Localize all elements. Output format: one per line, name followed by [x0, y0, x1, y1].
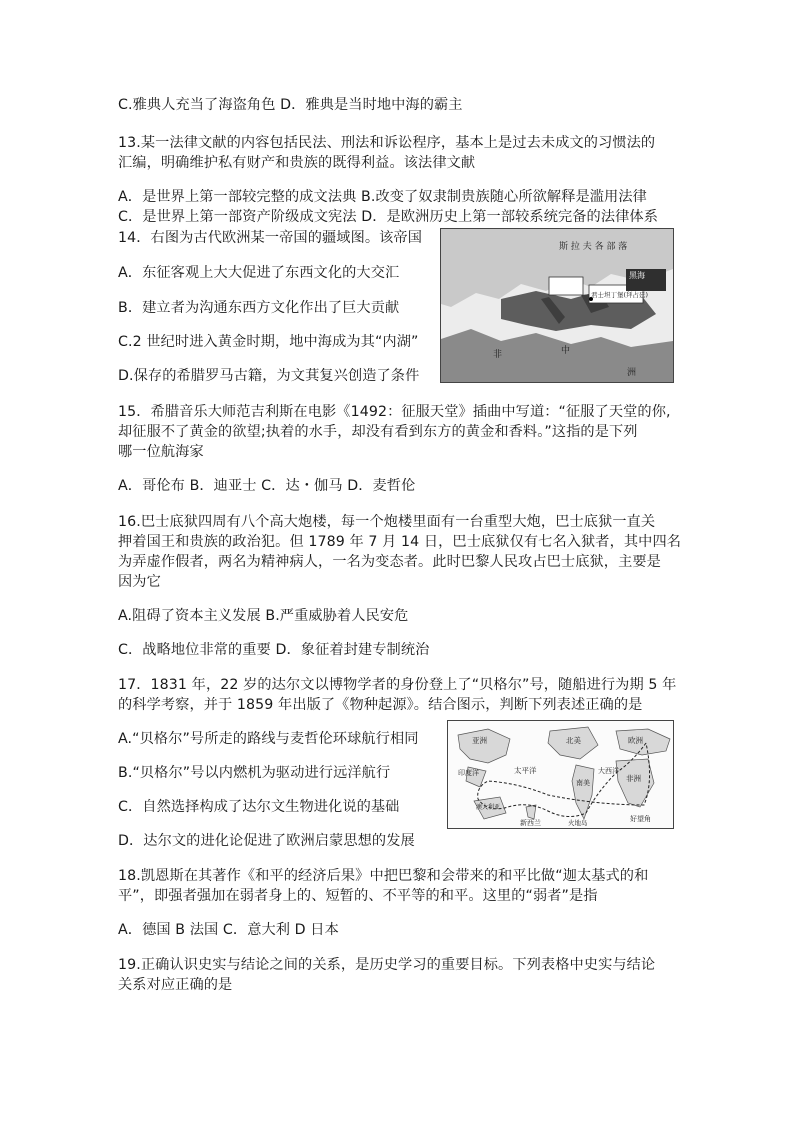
q18-options: A．德国 B 法国 C．意大利 D 日本: [118, 922, 339, 938]
q18-stem-line1: 18.凯恩斯在其著作《和平的经济后果》中把巴黎和会带来的和平比做“迦太基式的和: [118, 868, 649, 884]
voyage-label-8: 澳大利亚: [476, 804, 501, 811]
q17-stem-line2: 的科学考察，并于 1859 年出版了《物种起源》。结合图示，判断下列表述正确的是: [118, 697, 643, 713]
map-label-south2: 中: [561, 346, 571, 356]
map-label-north: 斯 拉 夫 各 部 落: [559, 242, 628, 252]
map-label-city: 君士坦丁堡(拜占廷): [591, 291, 649, 299]
map-label-sea: 黑海: [629, 271, 645, 280]
q17-option-c: C．自然选择构成了达尔文生物进化说的基础: [118, 799, 400, 815]
q19-stem-line2: 关系对应正确的是: [118, 977, 233, 993]
q13-options-cd: C．是世界上第一部资产阶级成文宪法 D．是欧洲历史上第一部较系统完备的法律体系: [118, 209, 658, 225]
voyage-map: [447, 720, 674, 829]
q14-option-d: D.保存的希腊罗马古籍，为文萁复兴创造了条件: [118, 368, 420, 384]
q14-stem: 14．右图为古代欧洲某一帝国的疆域图。该帝国: [118, 230, 423, 246]
q17-option-d: D．达尔文的进化论促进了欧洲启蒙思想的发展: [118, 833, 415, 849]
voyage-label-9: 新西兰: [520, 819, 541, 827]
q15-stem-line2: 却征服不了黄金的欲望;执着的水手，却没有看到东方的黄金和香料。”这指的是下列: [118, 424, 638, 440]
voyage-label-6: 南美: [576, 779, 590, 787]
voyage-label-2: 亚洲: [472, 736, 487, 745]
q13-stem-line1: 13.某一法律文献的内容包括民法、刑法和诉讼程序，基本上是过去未成文的习惯法的: [118, 135, 656, 151]
voyage-label-3: 印度洋: [458, 769, 479, 777]
voyage-label-7: 非洲: [626, 774, 641, 783]
q13-options-ab: A．是世界上第一部较完整的成文法典 B.改变了奴隶制贵族随心所欲解释是滥用法律: [118, 189, 647, 205]
q16-stem-line4: 因为它: [118, 574, 161, 590]
map-label-south: 非: [493, 350, 503, 360]
q17-option-b: B.“贝格尔”号以内燃机为驱动进行远洋航行: [118, 765, 391, 781]
q16-stem-line3: 为弄虚作假者，两名为精神病人，一名为变态者。此时巴黎人民攻占巴士底狱，主要是: [118, 554, 661, 570]
voyage-label-11: 火地岛: [568, 819, 588, 827]
q12-options-cd: C.雅典人充当了海盗角色 D．雅典是当时地中海的霸主: [118, 97, 463, 113]
map-label-south3: 洲: [627, 368, 637, 378]
voyage-label-5: 大西洋: [598, 767, 619, 775]
q16-stem-line1: 16.巴士底狱四周有八个高大炮楼，每一个炮楼里面有一台重型大炮，巴士底狱一直关: [118, 514, 656, 530]
voyage-label-1: 北美: [566, 736, 581, 745]
q15-options: A．哥伦布 B．迪亚士 C．达・伽马 D．麦哲伦: [118, 478, 416, 494]
q15-stem-line1: 15．希腊音乐大师范吉利斯在电影《1492：征服天堂》插曲中写道：“征服了天堂的你,: [118, 404, 671, 420]
voyage-label-4: 太平洋: [514, 766, 537, 775]
q14-option-b: B．建立者为沟通东西方文化作出了巨大贡献: [118, 300, 400, 316]
q13-stem-line2: 汇编，明确维护私有财产和贵族的既得利益。该法律文献: [118, 155, 476, 171]
q16-stem-line2: 押着国王和贵族的政治犯。但 1789 年 7 月 14 日，巴士底狱仅有七名入狱者，其中四名: [118, 534, 682, 550]
q17-option-a: A.“贝格尔”号所走的路线与麦哲伦环球航行相同: [118, 731, 419, 747]
q19-stem-line1: 19.正确认识史实与结论之间的关系，是历史学习的重要目标。下列表格中史实与结论: [118, 957, 656, 973]
q14-option-a: A．东征客观上大大促进了东西文化的大交汇: [118, 265, 400, 281]
voyage-label-10: 好望角: [630, 815, 651, 823]
voyage-label-0: 欧洲: [628, 736, 643, 745]
q16-options-ab: A.阻碍了资本主义发展 B.严重威胁着人民安危: [118, 608, 409, 624]
q14-option-c: C.2 世纪时进入黄金时期，地中海成为其“内湖”: [118, 334, 419, 350]
q17-stem-line1: 17．1831 年，22 岁的达尔文以博物学者的身份登上了“贝格尔”号，随船进行为期 5 年: [118, 677, 677, 693]
empire-map: [440, 228, 674, 383]
q16-options-cd: C．战略地位非常的重要 D．象征着封建专制统治: [118, 642, 430, 658]
q15-stem-line3: 哪一位航海家: [118, 444, 204, 460]
q18-stem-line2: 平”，即强者强加在弱者身上的、短暂的、不平等的和平。这里的“弱者”是指: [118, 888, 598, 904]
